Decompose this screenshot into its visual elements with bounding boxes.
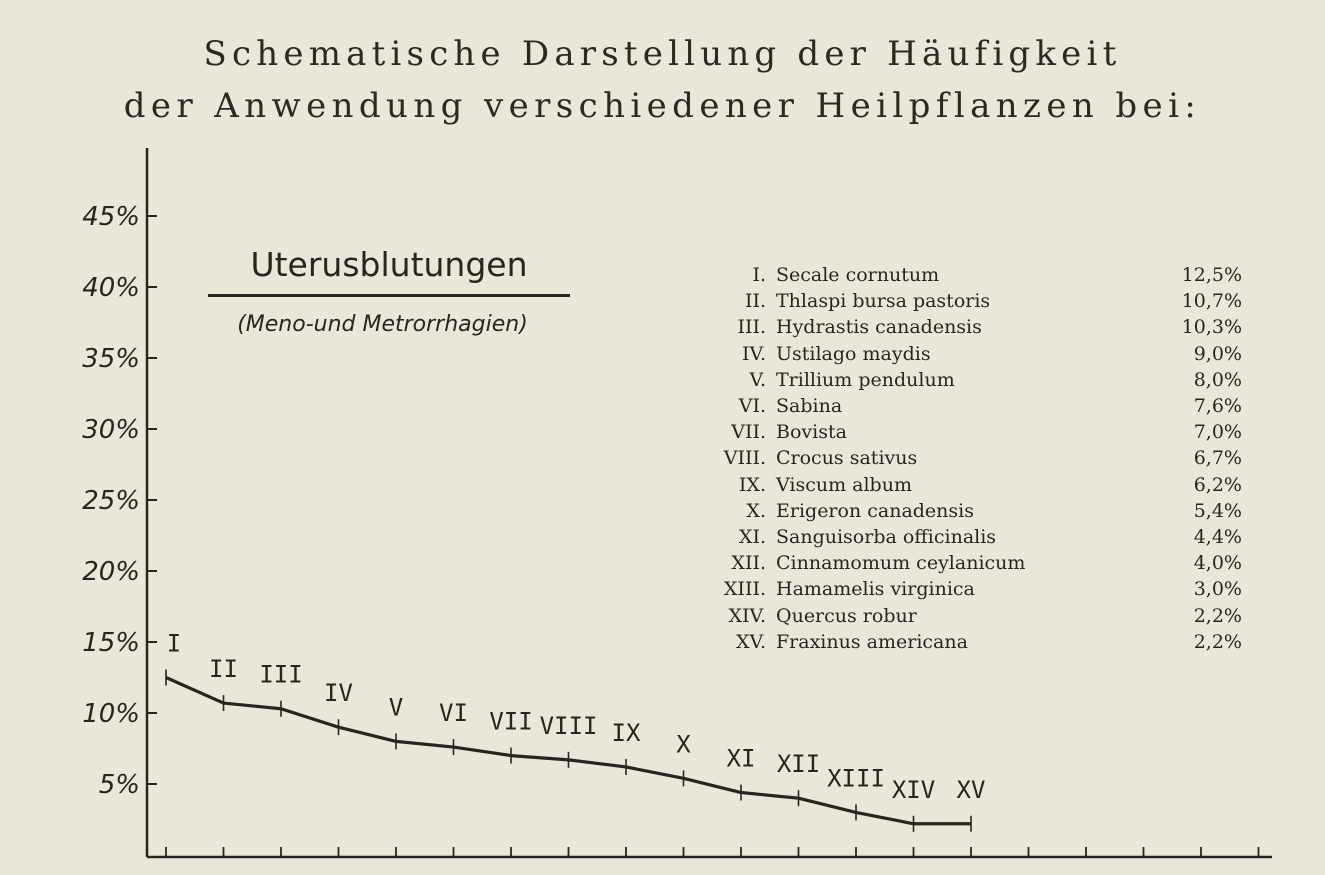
category-label: II xyxy=(209,655,238,684)
chart-title-line-2: der Anwendung verschiedener Heilpflanzen bei: xyxy=(123,86,1202,126)
legend-row xyxy=(690,421,1250,447)
y-tick-label: 5% xyxy=(98,770,140,800)
chart-title-line-1: Schematische Darstellung der Häufigkeit xyxy=(203,34,1122,74)
category-label: XIII xyxy=(827,764,885,793)
legend-roman-numeral: III. xyxy=(737,316,766,339)
y-tick-label: 15% xyxy=(82,628,140,658)
category-label: XV xyxy=(956,775,986,804)
legend-plant-name: Hamamelis virginica xyxy=(776,578,975,601)
legend-roman-numeral: XII. xyxy=(731,552,766,575)
legend-row xyxy=(690,343,1250,369)
y-tick-label: 45% xyxy=(82,202,140,232)
legend-percentage: 3,0% xyxy=(1193,578,1242,601)
legend-row xyxy=(690,631,1250,657)
category-label: VII xyxy=(489,707,533,736)
y-tick-label: 30% xyxy=(82,415,140,445)
legend-plant-name: Thlaspi bursa pastoris xyxy=(776,290,991,313)
legend-roman-numeral: X. xyxy=(746,499,766,522)
legend-plant-name: Sanguisorba officinalis xyxy=(776,526,997,548)
legend-percentage: 6,7% xyxy=(1193,447,1242,470)
legend-plant-name: Quercus robur xyxy=(776,604,917,627)
category-label: IX xyxy=(611,718,641,747)
category-label: X xyxy=(676,730,691,759)
legend-plant-name: Trillium pendulum xyxy=(776,368,955,391)
legend-plant-name: Hydrastis canadensis xyxy=(776,316,982,339)
legend-row xyxy=(690,500,1250,526)
legend-roman-numeral: VII. xyxy=(731,421,766,444)
legend-row xyxy=(690,316,1250,342)
legend-percentage: 10,7% xyxy=(1181,290,1242,313)
category-label: XIV xyxy=(891,775,936,804)
heading-underline xyxy=(208,294,570,297)
legend-plant-name: Viscum album xyxy=(776,473,912,496)
legend-percentage: 12,5% xyxy=(1181,264,1242,286)
legend-row xyxy=(690,447,1250,473)
legend-percentage: 7,6% xyxy=(1193,395,1242,417)
legend-plant-name: Secale cornutum xyxy=(776,264,940,286)
legend-percentage: 6,2% xyxy=(1193,473,1242,496)
legend-percentage: 10,3% xyxy=(1181,316,1242,339)
legend-percentage: 2,2% xyxy=(1193,630,1242,653)
category-label: XI xyxy=(726,744,756,773)
legend-percentage: 2,2% xyxy=(1193,604,1242,627)
category-label: I xyxy=(166,629,182,658)
legend-percentage: 8,0% xyxy=(1193,368,1242,391)
legend-percentage: 4,0% xyxy=(1193,552,1242,575)
y-tick-label: 10% xyxy=(82,699,140,729)
legend-plant-name: Sabina xyxy=(776,395,843,417)
legend-roman-numeral: VI. xyxy=(738,395,766,417)
chart-subtitle: (Meno-und Metrorrhagien) xyxy=(237,312,528,337)
legend-row xyxy=(690,474,1250,500)
legend-row xyxy=(690,552,1250,578)
legend-roman-numeral: I. xyxy=(752,264,766,286)
legend-roman-numeral: XIII. xyxy=(723,578,766,601)
legend-roman-numeral: II. xyxy=(744,290,766,313)
legend-plant-name: Cinnamomum ceylanicum xyxy=(776,552,1026,575)
chart-subtitle-heading: Uterusblutungen xyxy=(250,245,528,284)
y-tick-label: 25% xyxy=(82,486,140,516)
category-label: XII xyxy=(776,750,821,779)
category-label: IV xyxy=(324,679,353,708)
category-label: VI xyxy=(439,699,468,728)
legend-plant-name: Erigeron canadensis xyxy=(776,499,974,522)
legend-row xyxy=(690,264,1250,290)
legend-roman-numeral: XV. xyxy=(736,630,766,653)
legend-row xyxy=(690,369,1250,395)
legend-roman-numeral: XI. xyxy=(738,526,766,548)
legend-percentage: 9,0% xyxy=(1193,342,1242,365)
legend-roman-numeral: VIII. xyxy=(723,447,766,470)
legend-roman-numeral: IX. xyxy=(738,473,766,496)
legend-plant-name: Bovista xyxy=(776,421,847,444)
legend-percentage: 7,0% xyxy=(1193,421,1242,444)
legend-plant-name: Ustilago maydis xyxy=(776,342,931,365)
legend-roman-numeral: XIV. xyxy=(728,604,766,627)
category-label: VIII xyxy=(539,711,598,740)
legend-row xyxy=(690,578,1250,604)
legend-plant-name: Fraxinus americana xyxy=(776,630,968,653)
legend-row xyxy=(690,605,1250,631)
legend-roman-numeral: IV. xyxy=(742,342,766,365)
legend-percentage: 5,4% xyxy=(1193,499,1242,522)
legend-percentage: 4,4% xyxy=(1193,526,1242,548)
legend-row xyxy=(690,395,1250,421)
y-tick-label: 20% xyxy=(82,557,140,587)
legend-row xyxy=(690,526,1250,552)
series-line xyxy=(166,678,971,824)
category-label: III xyxy=(259,660,303,689)
legend-row xyxy=(690,290,1250,316)
y-tick-label: 35% xyxy=(82,344,140,374)
legend-roman-numeral: V. xyxy=(749,368,766,391)
category-label: V xyxy=(388,693,404,722)
legend-plant-name: Crocus sativus xyxy=(776,447,918,470)
y-tick-label: 40% xyxy=(82,273,140,303)
